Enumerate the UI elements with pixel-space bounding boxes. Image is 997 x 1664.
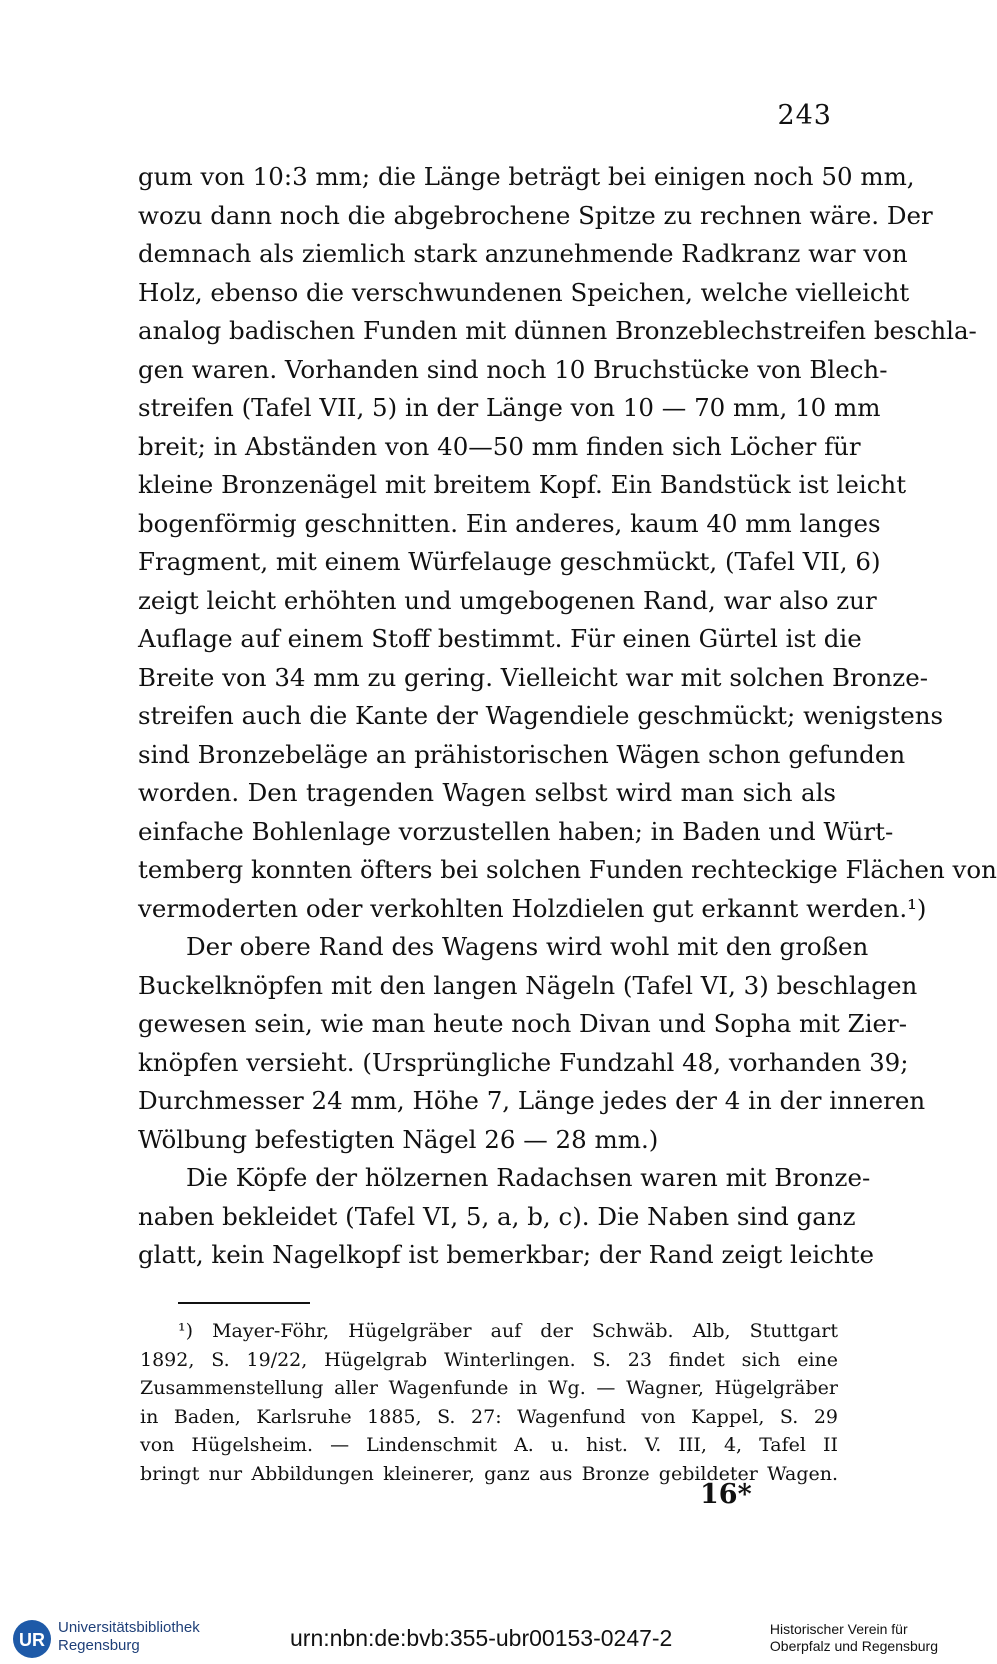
text-line: Holz, ebenso die verschwundenen Speichen, welche vielleicht xyxy=(138,277,910,307)
text-line: Durchmesser 24 mm, Höhe 7, Länge jedes der 4 in der inneren xyxy=(138,1086,926,1115)
text-line: gen waren. Vorhanden sind noch 10 Bruchstücke von Blech- xyxy=(138,354,888,384)
logo-text: UR xyxy=(19,1630,45,1650)
society-name-line2: Oberpfalz und Regensburg xyxy=(769,1638,938,1654)
footnotes xyxy=(140,1317,838,1489)
footnote-line: Zusammenstellung aller Wagenfunde in Wg. — Wagner, Hügelgräber xyxy=(140,1377,838,1400)
text-line: sind Bronzebeläge an prähistorischen Wägen schon gefunden xyxy=(138,739,906,769)
text-line: streifen (Tafel VII, 5) in der Länge von 10 — 70 mm, 10 mm xyxy=(138,393,881,422)
text-line: Auflage auf einem Stoff bestimmt. Für einen Gürtel ist die xyxy=(138,624,862,653)
text-line: glatt, kein Nagelkopf ist bemerkbar; der Rand zeigt leichte xyxy=(138,1240,875,1269)
text-line: naben bekleidet (Tafel VI, 5, a, b, c). Die Naben sind ganz xyxy=(138,1201,856,1231)
university-logo-icon xyxy=(12,1619,52,1659)
text-line: Fragment, mit einem Würfelauge geschmückt, (Tafel VII, 6) xyxy=(138,547,881,576)
text-line: vermoderten oder verkohlten Holzdielen gut erkannt werden.¹) xyxy=(138,893,927,923)
text-line: gum von 10:3 mm; die Länge beträgt bei einigen noch 50 mm, xyxy=(138,162,915,191)
footnote-separator xyxy=(178,1302,310,1304)
text-line: bogenförmig geschnitten. Ein anderes, kaum 40 mm langes xyxy=(138,508,881,538)
text-line: wozu dann noch die abgebrochene Spitze zu rechnen wäre. Der xyxy=(138,200,933,230)
text-line: demnach als ziemlich stark anzunehmende Radkranz war von xyxy=(138,239,908,268)
society-name-line1: Historischer Verein für xyxy=(769,1621,908,1637)
paragraph-start-line: Die Köpfe der hölzernen Radachsen waren mit Bronze- xyxy=(186,1163,871,1192)
page-number: 243 xyxy=(777,100,832,131)
text-line: Breite von 34 mm zu gering. Vielleicht war mit solchen Bronze- xyxy=(138,662,928,692)
text-line: gewesen sein, wie man heute noch Divan und Sopha mit Zier- xyxy=(138,1009,908,1038)
text-line: zeigt leicht erhöhten und umgebogenen Rand, war also zur xyxy=(138,585,877,615)
text-line: knöpfen versieht. (Ursprüngliche Fundzahl 48, vorhanden 39; xyxy=(138,1047,909,1077)
text-line: breit; in Abständen von 40—50 mm finden sich Löcher für xyxy=(138,431,861,461)
footnote-line: von Hügelsheim. — Lindenschmit A. u. hist. V. III, 4, Tafel II xyxy=(140,1434,838,1457)
footnote-line: ¹) Mayer-Föhr, Hügelgräber auf der Schwäb. Alb, Stuttgart xyxy=(178,1320,838,1342)
text-line: Wölbung befestigten Nägel 26 — 28 mm.) xyxy=(138,1124,659,1154)
printer-signature: 16* xyxy=(700,1479,752,1510)
footnote-line: bringt nur Abbildungen kleinerer, ganz aus Bronze gebildeter Wagen. xyxy=(140,1462,838,1485)
text-line: streifen auch die Kante der Wagendiele geschmückt; wenigstens xyxy=(138,701,944,730)
urn-identifier: urn:nbn:de:bvb:355-ubr00153-0247-2 xyxy=(290,1625,673,1651)
text-line: einfache Bohlenlage vorzustellen haben; in Baden und Würt- xyxy=(138,816,894,846)
text-line: temberg konnten öfters bei solchen Funden rechteckige Flächen von xyxy=(138,855,997,884)
library-name xyxy=(58,1619,200,1655)
library-name-line2: Regensburg xyxy=(58,1637,140,1654)
society-name xyxy=(770,1621,938,1655)
footer xyxy=(0,1617,960,1664)
library-name-line1: Universitätsbibliothek xyxy=(58,1619,200,1636)
footnote-line: 1892, S. 19/22, Hügelgrab Winterlingen. S. 23 findet sich eine xyxy=(140,1348,838,1371)
footnote-line: in Baden, Karlsruhe 1885, S. 27: Wagenfund von Kappel, S. 29 xyxy=(140,1405,838,1428)
body-text xyxy=(138,158,997,1275)
text-line: worden. Den tragenden Wagen selbst wird man sich als xyxy=(138,778,836,807)
text-line: analog badischen Funden mit dünnen Bronzeblechstreifen beschla- xyxy=(138,316,977,345)
text-line: kleine Bronzenägel mit breitem Kopf. Ein Bandstück ist leicht xyxy=(138,470,907,499)
paragraph-start-line: Der obere Rand des Wagens wird wohl mit den großen xyxy=(186,932,869,961)
text-line: Buckelknöpfen mit den langen Nägeln (Tafel VI, 3) beschlagen xyxy=(138,970,918,1000)
